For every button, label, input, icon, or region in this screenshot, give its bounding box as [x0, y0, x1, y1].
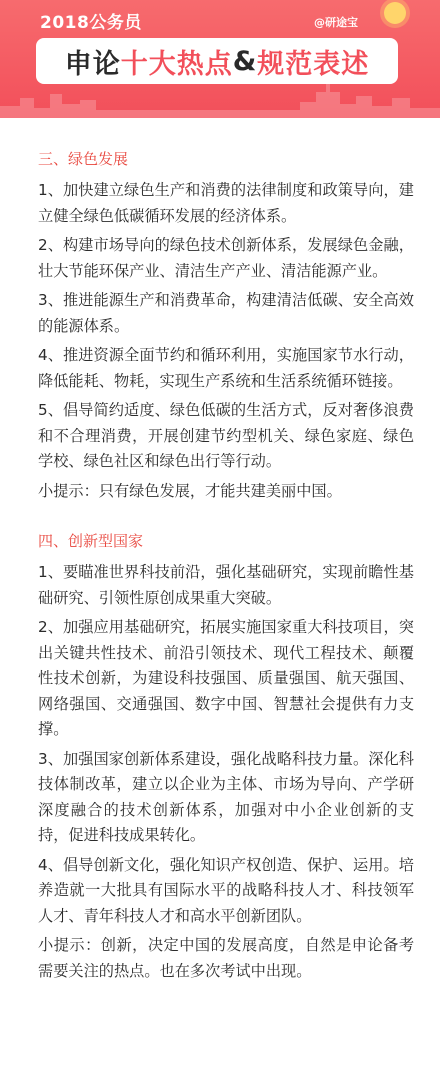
brand-logo: @研途宝 [314, 16, 358, 29]
section-spacer [38, 508, 414, 530]
title-part-1: 申论 [64, 48, 121, 80]
section-green-development [38, 148, 414, 504]
paragraph: 3、加强国家创新体系建设，强化战略科技力量。深化科技体制改革，建立以企业为主体、市场为导向、产学研深度融合的技术创新体系，加强对中小企业创新的支持，促进科技成果转化。 [38, 749, 414, 844]
paragraph: 3、推进能源生产和消费革命，构建清洁低碳、安全高效的能源体系。 [38, 291, 414, 335]
paragraph: 2、构建市场导向的绿色技术创新体系，发展绿色金融，壮大节能环保产业、清洁生产产业、清洁能源产业。 [38, 236, 414, 280]
paragraph: 5、倡导简约适度、绿色低碳的生活方式，反对奢侈浪费和不合理消费，开展创建节约型机关、绿色家庭、绿色学校、绿色社区和绿色出行等行动。 [38, 401, 414, 470]
title-part-4: 规范表述 [257, 48, 370, 80]
title-part-3: & [232, 45, 258, 77]
header-banner [0, 0, 440, 118]
section-innovative-country [38, 530, 414, 984]
skyline-decoration [0, 78, 440, 118]
sun-icon [384, 2, 406, 24]
paragraph: 2、加强应用基础研究，拓展实施国家重大科技项目，突出关键共性技术、前沿引领技术、现代工程技术、颠覆性技术创新，为建设科技强国、质量强国、航天强国、网络强国、交通强国、数字中国、智慧社会提供有力支撑。 [38, 618, 414, 738]
tip-paragraph: 小提示：只有绿色发展，才能共建美丽中国。 [38, 481, 342, 500]
title-part-2: 十大热点 [120, 48, 233, 80]
tip-paragraph: 小提示：创新，决定中国的发展高度，自然是申论备考需要关注的热点。也在多次考试中出现。 [38, 936, 414, 980]
paragraph: 4、倡导创新文化，强化知识产权创造、保护、运用。培养造就一大批具有国际水平的战略科技人才、科技领军人才、青年科技人才和高水平创新团队。 [38, 855, 414, 925]
paragraph: 1、要瞄准世界科技前沿，强化基础研究，实现前瞻性基础研究、引领性原创成果重大突破。 [38, 563, 414, 607]
paragraph: 1、加快建立绿色生产和消费的法律制度和政策导向，建立健全绿色低碳循环发展的经济体系。 [38, 181, 414, 225]
paragraph: 4、推进资源全面节约和循环利用，实施国家节水行动，降低能耗、物耗，实现生产系统和生活系统循环链接。 [38, 346, 414, 390]
section-title: 四、创新型国家 [38, 532, 144, 550]
article-body [0, 118, 440, 984]
banner-year: 2018公务员 [40, 13, 142, 33]
section-title: 三、绿色发展 [38, 150, 129, 168]
